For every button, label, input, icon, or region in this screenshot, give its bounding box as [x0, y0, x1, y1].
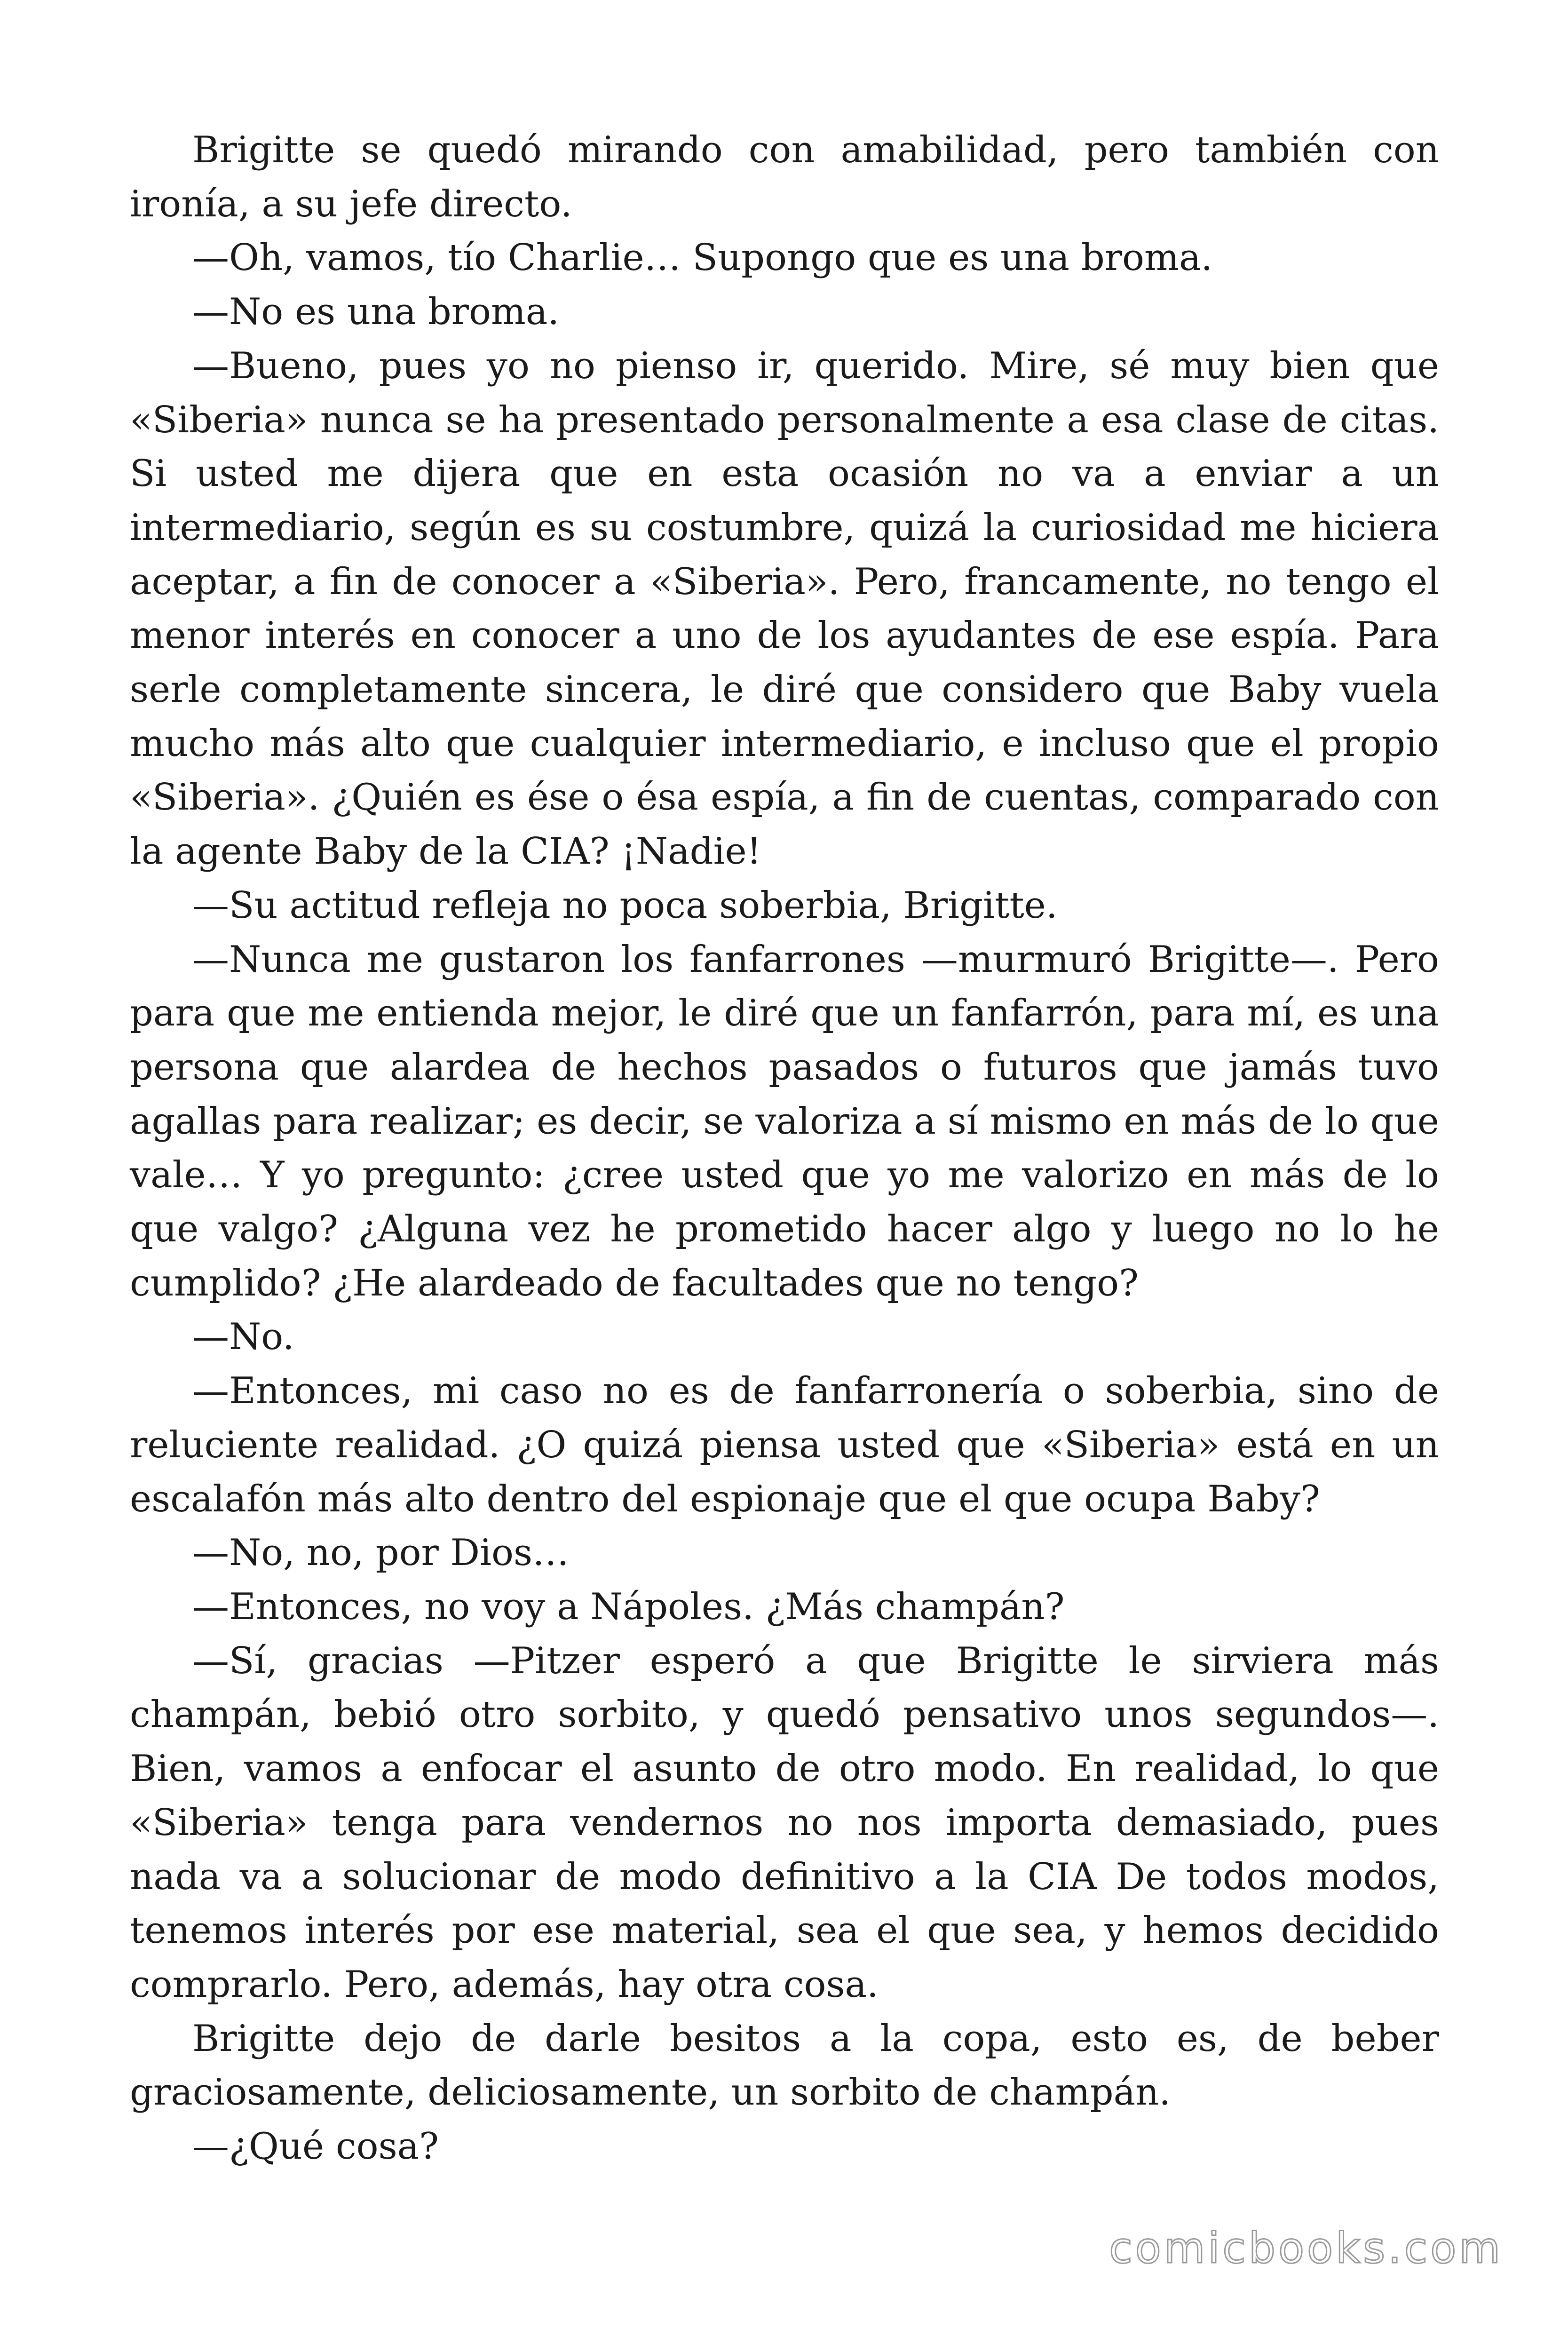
watermark: comicbooks.com: [1109, 2224, 1503, 2273]
paragraph: —Nunca me gustaron los fanfarrones —murmuró Brigitte—. Pero para que me entienda mejor, le diré que un fanfarrón, para mí, es una persona que alardea de hechos pasados o futuros que jamás tuvo agallas para realizar; es decir, se valoriza a sí mismo en más de lo que vale… Y yo pregunto: ¿cree usted que yo me valorizo en más de lo que valgo? ¿Alguna vez he prometido hacer algo y luego no lo he cumplido? ¿He alardeado de facultades que no tengo?: [130, 938, 1439, 1304]
paragraph: —Sí, gracias —Pitzer esperó a que Brigitte le sirviera más champán, bebió otro sorbito, y quedó pensativo unos segundos—. Bien, vamos a enfocar el asunto de otro modo. En realidad, lo que «Siberia» tenga para vendernos no nos importa demasiado, pues nada va a solucionar de modo definitivo a la CIA De todos modos, tenemos interés por ese material, sea el que sea, y hemos decidido comprarlo. Pero, además, hay otra cosa.: [130, 1639, 1439, 2006]
paragraph: Brigitte dejo de darle besitos a la copa, esto es, de beber graciosamente, deliciosamente, un sorbito de champán.: [130, 2017, 1439, 2114]
paragraph: —No.: [192, 1316, 294, 1359]
paragraph: —Bueno, pues yo no pienso ir, querido. Mire, sé muy bien que «Siberia» nunca se ha presentado personalmente a esa clase de citas. Si usted me dijera que en esta ocasión no va a enviar a un intermediario, según es su costumbre, quizá la curiosidad me hiciera aceptar, a fin de conocer a «Siberia». Pero, francamente, no tengo el menor interés en conocer a uno de los ayudantes de ese espía. Para serle completamente sincera, le diré que considero que Baby vuela mucho más alto que cualquier intermediario, e incluso que el propio «Siberia». ¿Quién es ése o ésa espía, a fin de cuentas, comparado con la agente Baby de la CIA? ¡Nadie!: [130, 344, 1439, 873]
paragraph: —Entonces, mi caso no es de fanfarronería o soberbia, sino de reluciente realidad. ¿O quizá piensa usted que «Siberia» está en un escalafón más alto dentro del espionaje que el que ocupa Baby?: [130, 1370, 1439, 1520]
paragraph: —No, no, por Dios…: [192, 1532, 570, 1574]
paragraph: —Oh, vamos, tío Charlie… Supongo que es una broma.: [192, 237, 1213, 279]
paragraph: —Entonces, no voy a Nápoles. ¿Más champán?: [192, 1585, 1065, 1628]
paragraph: Brigitte se quedó mirando con amabilidad, pero también con ironía, a su jefe directo.: [130, 129, 1439, 225]
paragraph: —No es una broma.: [192, 291, 560, 334]
paragraph: —¿Qué cosa?: [192, 2125, 439, 2168]
paragraph: —Su actitud refleja no poca soberbia, Brigitte.: [192, 884, 1058, 927]
page-text: [130, 123, 1439, 2174]
